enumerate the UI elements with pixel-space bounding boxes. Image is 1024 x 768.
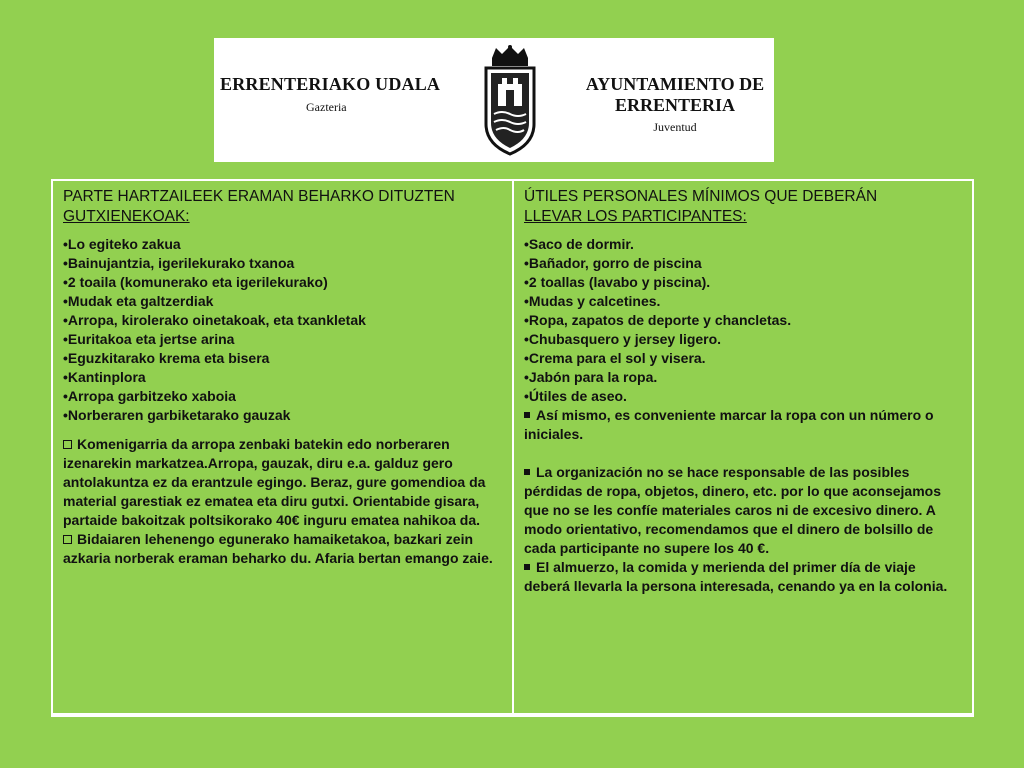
header-right-title-line1: AYUNTAMIENTO DE (585, 74, 765, 94)
list-item: •2 toaila (komunerako eta igerilekurako) (63, 274, 328, 290)
list-item: •Euritakoa eta jertse arina (63, 331, 235, 347)
spanish-heading (524, 187, 962, 227)
list-item: •Ropa, zapatos de deporte y chancletas. (524, 312, 792, 328)
spanish-note-1-text: Así mismo, es conveniente marcar la ropa con un número o iniciales. (524, 407, 934, 442)
spanish-item-list (524, 235, 962, 406)
header-right-title (580, 74, 770, 116)
basque-note-1 (63, 435, 502, 530)
info-table (51, 179, 974, 717)
header-right-subtitle: Juventud (653, 120, 697, 134)
basque-item-list (63, 235, 502, 425)
list-item: •Útiles de aseo. (524, 388, 627, 404)
list-item: •Eguzkitarako krema eta bisera (63, 350, 270, 366)
spanish-note-3-text: El almuerzo, la comida y merienda del primer día de viaje deberá llevarla la persona interesada, cenando ya en la colonia. (524, 559, 948, 594)
list-item: •Bainujantzia, igerilekurako txanoa (63, 255, 295, 271)
spanish-heading-line1: ÚTILES PERSONALES MÍNIMOS QUE DEBERÁN (524, 188, 878, 205)
basque-column (53, 181, 514, 713)
basque-heading (63, 187, 502, 227)
basque-heading-line1: PARTE HARTZAILEEK ERAMAN BEHARKO DITUZTEN (63, 188, 455, 205)
spanish-note-1 (524, 406, 962, 444)
list-item: •Crema para el sol y visera. (524, 350, 706, 366)
list-item: •Chubasquero y jersey ligero. (524, 331, 722, 347)
spanish-heading-line2: LLEVAR LOS PARTICIPANTES: (524, 208, 747, 225)
checkbox-bullet-icon (63, 535, 72, 544)
square-bullet-icon (524, 564, 530, 570)
header-left-subtitle: Gazteria (306, 100, 347, 114)
square-bullet-icon (524, 412, 530, 418)
checkbox-bullet-icon (63, 440, 72, 449)
list-item: •Bañador, gorro de piscina (524, 255, 702, 271)
basque-note-1-text: Komenigarria da arropa zenbaki batekin edo norberaren izenarekin markatzea.Arropa, gauzak, diru e.a. galduz gero antolakuntza ez da erantzule egingo. Beraz, gure gomendioa da material garestiak ez ematea eta diru gutxi. Orientabide gisara, partaide bakoitzak poltsikorako 40€ inguru ematea nahikoa da. (63, 436, 486, 528)
list-item: •2 toallas (lavabo y piscina). (524, 274, 711, 290)
list-item: •Norberaren garbiketarako gauzak (63, 407, 291, 423)
spanish-column (514, 181, 972, 713)
header-right-title-line2: ERRENTERIA (614, 95, 736, 115)
list-item: •Lo egiteko zakua (63, 236, 181, 252)
spanish-note-2-text: La organización no se hace responsable de las posibles pérdidas de ropa, objetos, dinero, etc. por lo que aconsejamos que no se les confíe materiales caros ni de excesivo dinero. A modo orientativo, recomendamos que el dinero de bolsillo de cada participante no supere los 40 €. (524, 464, 941, 556)
list-item: •Arropa, kirolerako oinetakoak, eta txankletak (63, 312, 366, 328)
list-item: •Mudas y calcetines. (524, 293, 661, 309)
list-item: •Saco de dormir. (524, 236, 634, 252)
header-banner (214, 38, 774, 162)
list-item: •Arropa garbitzeko xaboia (63, 388, 236, 404)
spanish-note-2 (524, 463, 962, 558)
list-item: •Jabón para la ropa. (524, 369, 658, 385)
list-item: •Mudak eta galtzerdiak (63, 293, 214, 309)
square-bullet-icon (524, 469, 530, 475)
basque-note-2-text: Bidaiaren lehenengo egunerako hamaiketakoa, bazkari zein azkaria norberak eraman beharko du. Afaria bertan emango zaie. (63, 531, 493, 566)
coat-of-arms-icon (482, 44, 538, 156)
spanish-note-3 (524, 558, 962, 596)
list-item: •Kantinplora (63, 369, 146, 385)
header-left-title: ERRENTERIAKO UDALA (220, 74, 441, 94)
basque-note-2 (63, 530, 502, 568)
basque-heading-line2: GUTXIENEKOAK: (63, 208, 190, 225)
